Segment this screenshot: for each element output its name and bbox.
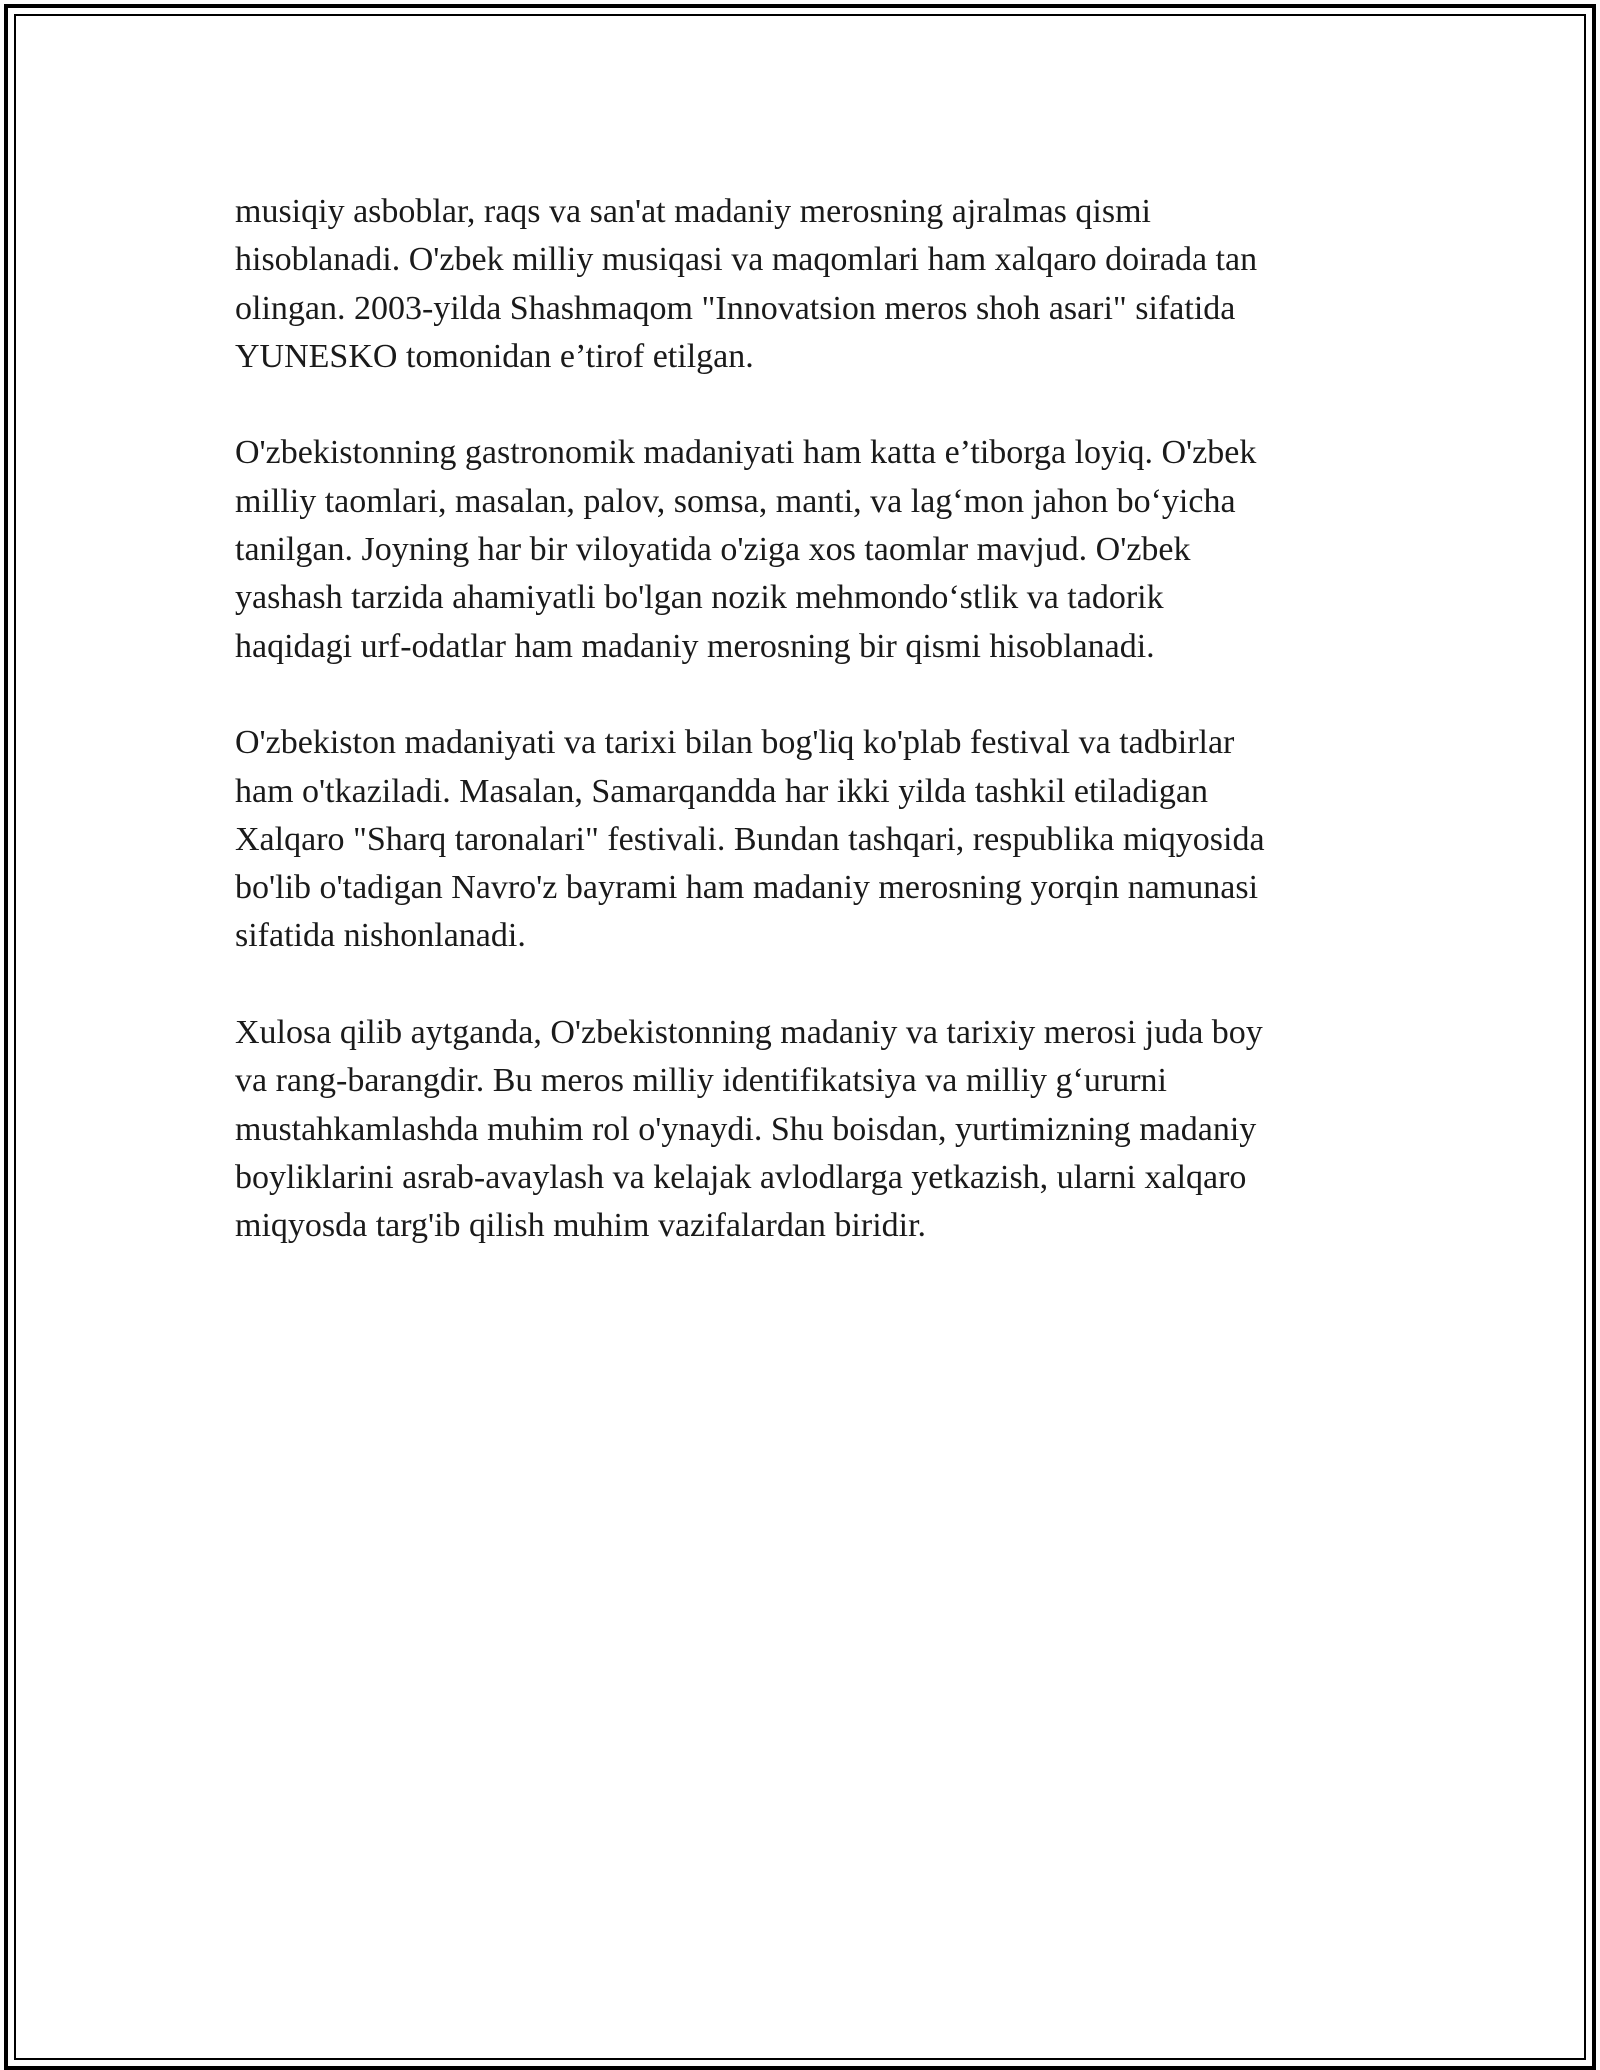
text-line: va rang-barangdir. Bu meros milliy identifikatsiya va milliy g‘ururni — [235, 1062, 1167, 1100]
text-line: Xalqaro "Sharq taronalari" festivali. Bundan tashqari, respublika miqyosida — [235, 820, 1265, 858]
text-line: milliy taomlari, masalan, palov, somsa, manti, va lag‘mon jahon bo‘yicha — [235, 482, 1236, 520]
text-line: O'zbekiston madaniyati va tarixi bilan bog'liq ko'plab festival va tadbirlar — [235, 724, 1235, 762]
text-line: miqyosda targ'ib qilish muhim vazifalardan biridir. — [235, 1207, 927, 1245]
text-line: O'zbekistonning gastronomik madaniyati ham katta e’tiborga loyiq. O'zbek — [235, 434, 1257, 472]
text-line: mustahkamlashda muhim rol o'ynaydi. Shu boisdan, yurtimizning madaniy — [235, 1110, 1257, 1148]
text-line: boyliklarini asrab-avaylash va kelajak avlodlarga yetkazish, ularni xalqaro — [235, 1158, 1247, 1196]
text-line: ham o'tkaziladi. Masalan, Samarqandda har ikki yilda tashkil etiladigan — [235, 772, 1208, 810]
text-line: YUNESKO tomonidan e’tirof etilgan. — [235, 337, 754, 375]
text-line: Xulosa qilib aytganda, O'zbekistonning madaniy va tarixiy merosi juda boy — [235, 1014, 1263, 1052]
paragraph-conclusion — [235, 1009, 1375, 1250]
paragraph-gastronomy — [235, 429, 1375, 670]
text-line: bo'lib o'tadigan Navro'z bayrami ham madaniy merosning yorqin namunasi — [235, 869, 1259, 907]
text-line: haqidagi urf-odatlar ham madaniy merosning bir qismi hisoblanadi. — [235, 627, 1155, 665]
text-line: hisoblanadi. O'zbek milliy musiqasi va maqomlari ham xalqaro doirada tan — [235, 241, 1258, 279]
paragraph-music-heritage — [235, 188, 1375, 381]
text-line: sifatida nishonlanadi. — [235, 917, 526, 955]
text-line: yashash tarzida ahamiyatli bo'lgan nozik mehmondo‘stlik va tadorik — [235, 579, 1164, 617]
text-line: musiqiy asboblar, raqs va san'at madaniy merosning ajralmas qismi — [235, 193, 1151, 230]
text-line: olingan. 2003-yilda Shashmaqom "Innovatsion meros shoh asari" sifatida — [235, 289, 1236, 327]
paragraph-festivals — [235, 719, 1375, 960]
text-line: tanilgan. Joyning har bir viloyatida o'ziga xos taomlar mavjud. O'zbek — [235, 531, 1191, 569]
document-body — [235, 188, 1375, 1299]
